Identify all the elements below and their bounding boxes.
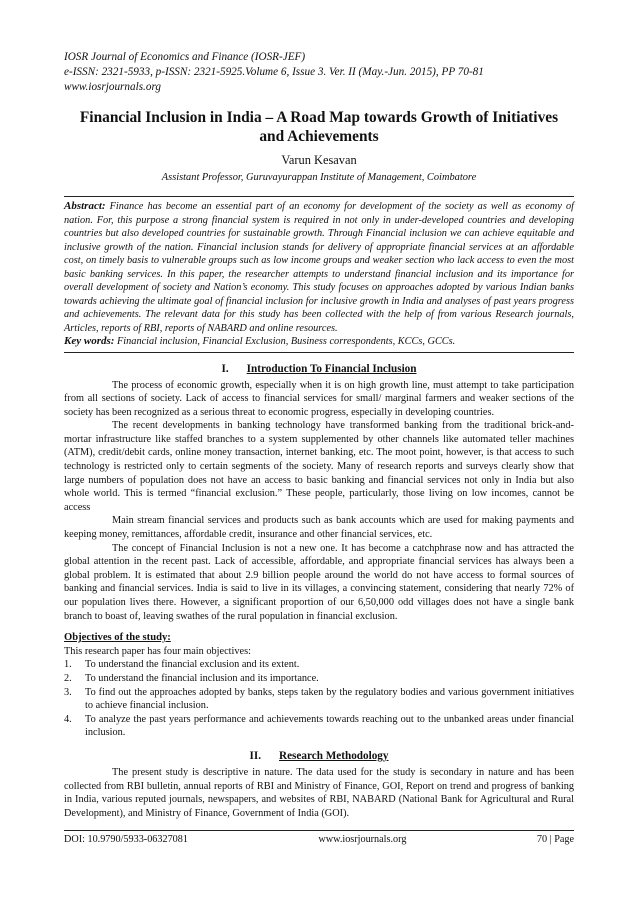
section-heading-methodology [64,749,574,763]
objective-number: 1. [64,659,72,671]
objective-text: To analyze the past years performance and achievements towards reaching out to the unbanked areas under financial inclusion. [85,713,574,739]
abstract [64,196,574,335]
paper-title: Financial Inclusion in India – A Road Map towards Growth of Initiatives and Achievements [79,109,559,145]
section-number: II. [249,749,262,762]
keywords-text: Financial inclusion, Financial Exclusion, Business correspondents, KCCs, GCCs. [117,336,456,347]
intro-paragraph: The concept of Financial Inclusion is not a new one. It has become a catchphrase now and has attracted the global attention in the recent past. Lack of accessible, affordable, and appropriate financial services has always been a global problem. It is estimated that about 2.9 billion people around the world do not have access to formal sources of banking and financial services. India is said to live in its villages, a convincing statement, considering that nearly 72% of our population lives there. However, a significant proportion of our 6,50,000 odd villages does not have a single bank branch to boast of, leaving swathes of the rural population in financial exclusion. [64,542,574,622]
objectives-list [64,658,574,740]
objective-item [64,713,574,740]
author-name: Varun Kesavan [281,153,357,167]
objective-text: To understand the financial exclusion and its extent. [85,659,300,671]
journal-issn: e-ISSN: 2321-5933, p-ISSN: 2321-5925.Volume 6, Issue 3. Ver. II (May.-Jun. 2015), PP 70-81 [64,66,484,78]
objective-number: 3. [64,686,72,698]
objective-item [64,672,574,686]
objectives-heading: Objectives of the study: [64,632,171,644]
section-title: Research Methodology [279,749,389,762]
intro-paragraph: Main stream financial services and products such as bank accounts which are used for making payments and keeping money, remittances, affordable credit, insurance and other financial services, etc. [64,515,574,541]
objective-number: 4. [64,713,72,725]
footer-website: www.iosrjournals.org [318,834,407,845]
section-heading-introduction [64,362,574,376]
author-affiliation: Assistant Professor, Guruvayurappan Institute of Management, Coimbatore [161,172,477,183]
paper-page [64,50,574,820]
page-footer [64,830,574,845]
footer-doi: DOI: 10.9790/5933-06327081 [64,834,188,845]
section-title: Introduction To Financial Inclusion [246,362,417,375]
objective-number: 2. [64,672,72,684]
objective-item [64,658,574,672]
intro-paragraph: The process of economic growth, especially when it is on high growth line, must attempt to take participation from all sections of society. Lack of access to financial services for small/ marginal farmers and weaker sections of the society has been recognized as a serious threat to economic progress, especially in developing countries. [64,379,574,418]
methodology-paragraph: The present study is descriptive in nature. The data used for the study is secondary in nature and has been collected from RBI bulletin, annual reports of RBI and Ministry of Finance, GOI, Report on trend and progress of banking in India, various reputed journals, newspapers, and websites of RBI, NABARD (National Bank for Agricultural and Rural Development), and Ministry of Finance, Government of India (GOI). [64,766,574,819]
objective-text: To understand the financial inclusion and its importance. [85,672,319,684]
objective-text: To find out the approaches adopted by banks, steps taken by the regulatory bodies and various government initiatives to achieve financial inclusion. [85,686,574,712]
journal-header [64,50,574,95]
abstract-text: Finance has become an essential part of an economy for development of the society as well as economy of nation. For, this purpose a strong financial system is required in not only in under-developed countries and developing countries but also developed countries for sustainable growth. Through Financial inclusion we can achieve equitable and inclusive growth of the nation. Financial inclusion stands for delivery of appropriate financial services at an affordable cost, on timely basis to vulnerable groups such as low income groups and weaker section who lack access to even the most basic banking services. In this paper, the researcher attempts to understand financial inclusion and its importance for overall development of society and Nation’s economy. This study focuses on approaches adopted by various Indian banks towards achieving the ultimate goal of financial inclusion for inclusive growth in India and analyses of past years progress and achievements. The relevant data for this study has been collected with the help of from various Research journals, Articles, reports of RBI, reports of NABARD and online resources. [64,201,575,334]
journal-name: IOSR Journal of Economics and Finance (IOSR-JEF) [64,51,306,63]
footer-page-number: 70 | Page [536,834,574,845]
journal-website: www.iosrjournals.org [64,81,161,93]
objective-item [64,686,574,713]
keywords [64,335,574,353]
abstract-label: Abstract: [64,200,106,212]
section-number: I. [221,362,229,375]
keywords-label: Key words: [64,335,115,347]
intro-paragraph: The recent developments in banking technology have transformed banking from the traditional brick-and-mortar infrastructure like staffed branches to a system supplemented by other channels like automated teller machines (ATM), credit/debit cards, online money transaction, internet banking, etc. The moot point, however, is that access to such technology is restricted only to certain segments of the society. Many of research reports and surveys clearly show that large numbers of population does not have an access to basic banking and financial services not only in India but also whole world. This is termed “financial exclusion.” These people, particularly, those living on low incomes, cannot be access [64,420,574,513]
objectives-intro: This research paper has four main objectives: [64,645,251,657]
